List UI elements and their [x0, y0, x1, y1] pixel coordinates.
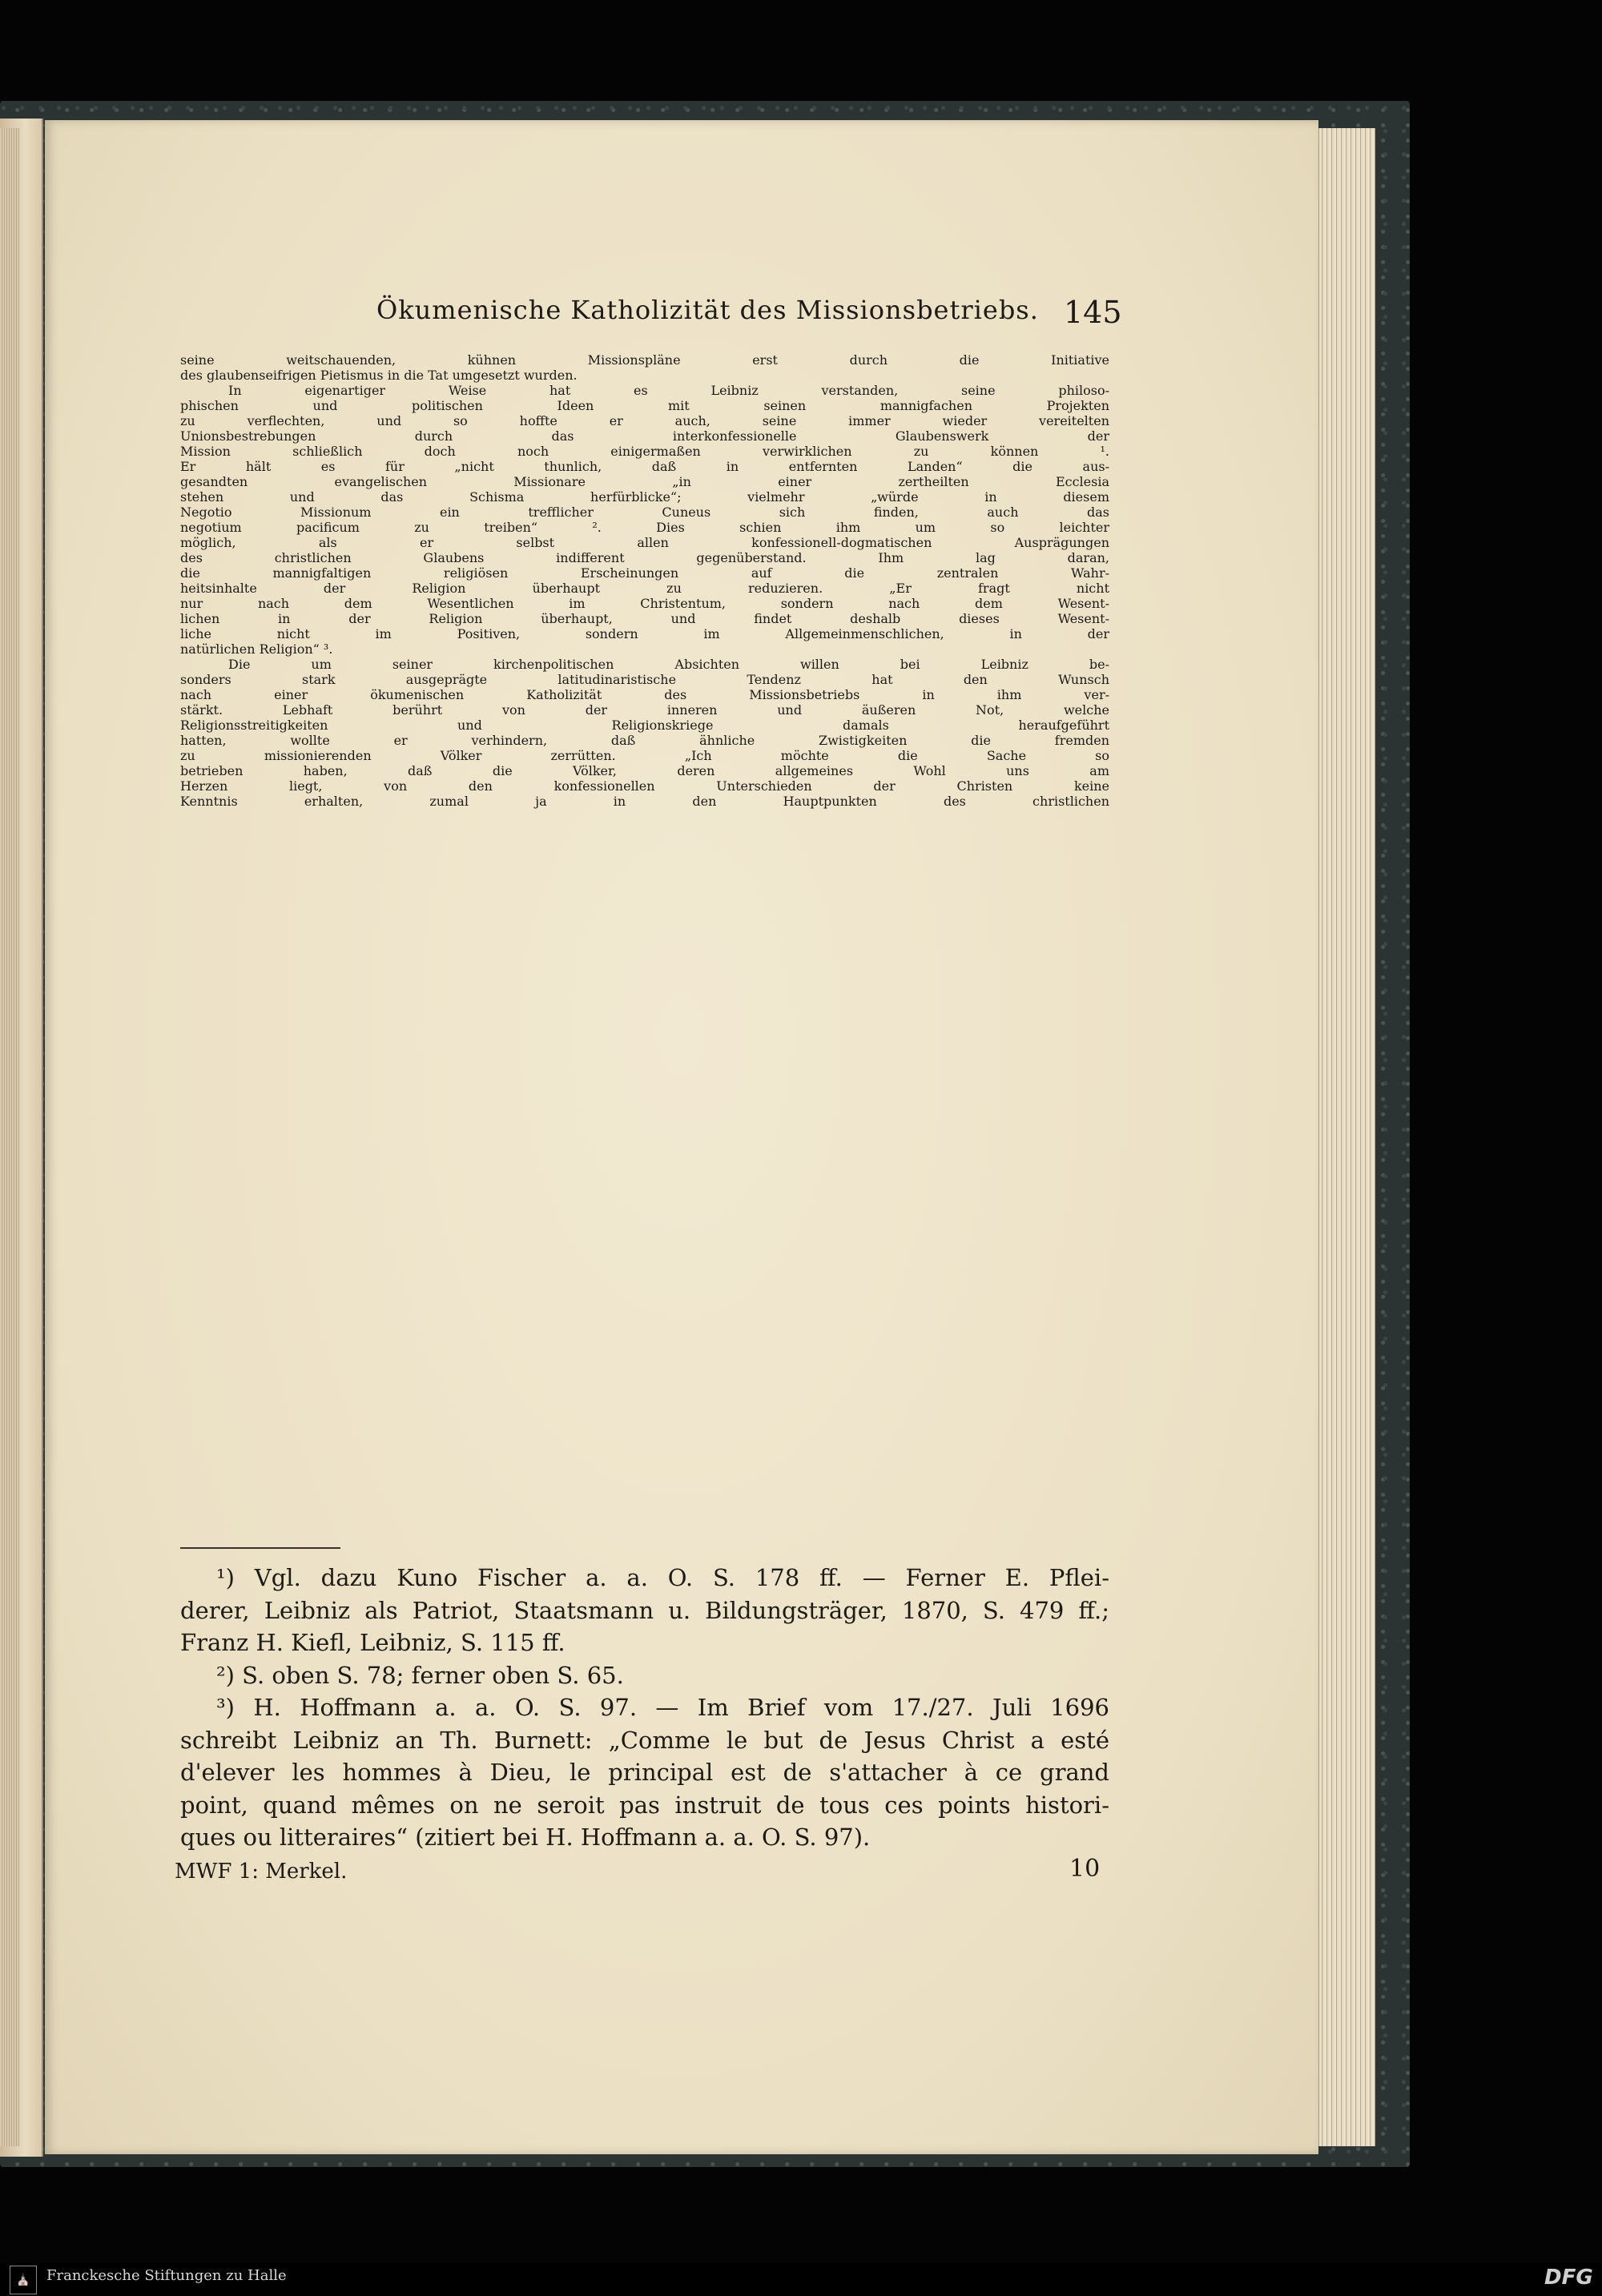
body-line: des glaubenseifrigen Pietismus in die Tat umgesetzt wurden. [180, 368, 578, 383]
body-line: Er hält es für „nicht thunlich, daß in entfernten Landen“ die aus- [180, 459, 1109, 474]
body-line: die mannigfaltigen religiösen Erscheinungen auf die zentralen Wahr- [180, 565, 1109, 581]
footnotes [180, 1562, 1109, 1854]
body-line: negotium pacificum zu treiben“ ². Dies schien ihm um so leichter [180, 520, 1109, 535]
body-line: liche nicht im Positiven, sondern im Allgemeinmenschlichen, in der [180, 626, 1109, 641]
footnote-line: ³) H. Hoffmann a. a. O. S. 97. — Im Brief vom 17./27. Juli 1696 [216, 1694, 1109, 1721]
body-line: In eigenartiger Weise hat es Leibniz verstanden, seine philoso- [228, 383, 1109, 398]
footnote-line: schreibt Leibniz an Th. Burnett: „Comme le but de Jesus Christ a esté [180, 1726, 1109, 1754]
body-line: betrieben haben, daß die Völker, deren allgemeines Wohl uns am [180, 763, 1109, 778]
body-line: Negotio Missionum ein trefflicher Cuneus sich finden, auch das [180, 505, 1109, 520]
footnote-line: ques ou litteraires“ (zitiert bei H. Hoffmann a. a. O. S. 97). [180, 1824, 871, 1851]
body-line: natürlichen Religion“ ³. [180, 641, 333, 657]
body-line: gesandten evangelischen Missionare „in einer zertheilten Ecclesia [180, 474, 1109, 489]
body-line: Mission schließlich doch noch einigermaßen verwirklichen zu können ¹. [180, 444, 1109, 459]
page-stack-edges [1318, 128, 1375, 2146]
dfg-logo: DFG [1544, 2266, 1593, 2290]
body-line: Herzen liegt, von den konfessionellen Unterschieden der Christen keine [180, 778, 1109, 794]
library-name: Franckesche Stiftungen zu Halle [46, 2267, 287, 2284]
body-line: seine weitschauenden, kühnen Missionspläne erst durch die Initiative [180, 352, 1109, 368]
sheet-number: 10 [1069, 1855, 1101, 1883]
footnote-line: derer, Leibniz als Patriot, Staatsmann u. Bildungsträger, 1870, S. 479 ff.; [180, 1596, 1109, 1624]
footnote-line: ¹) Vgl. dazu Kuno Fischer a. a. O. S. 178 ff. — Ferner E. Pflei- [216, 1564, 1109, 1591]
body-line: hatten, wollte er verhindern, daß ähnliche Zwistigkeiten die fremden [180, 733, 1109, 748]
body-text [180, 352, 1109, 809]
body-line: nur nach dem Wesentlichen im Christentum, sondern nach dem Wesent- [180, 596, 1109, 611]
printer-signature: MWF 1: Merkel. [175, 1860, 348, 1884]
footnote-divider [180, 1547, 340, 1549]
body-line: nach einer ökumenischen Katholizität des Missionsbetriebs in ihm ver- [180, 687, 1109, 702]
body-line: stehen und das Schisma herfürblicke“; vielmehr „würde in diesem [180, 489, 1109, 505]
footnote-line: d'elever les hommes à Dieu, le principal est de s'attacher à ce grand [180, 1759, 1109, 1786]
body-line: möglich, als er selbst allen konfessionell-dogmatischen Ausprägungen [180, 535, 1109, 550]
body-line: Die um seiner kirchenpolitischen Absichten willen bei Leibniz be- [228, 657, 1109, 672]
body-line: Unionsbestrebungen durch das interkonfessionelle Glaubenswerk der [180, 428, 1109, 444]
footnote-line: point, quand mêmes on ne seroit pas instruit de tous ces points histori- [180, 1791, 1109, 1819]
body-line: des christlichen Glaubens indifferent gegenüberstand. Ihm lag daran, [180, 550, 1109, 565]
body-line: heitsinhalte der Religion überhaupt zu reduzieren. „Er fragt nicht [180, 581, 1109, 596]
page-number: 145 [1064, 295, 1122, 330]
body-line: stärkt. Lebhaft berührt von der inneren und äußeren Not, welche [180, 702, 1109, 718]
body-line: lichen in der Religion überhaupt, und findet deshalb dieses Wesent- [180, 611, 1109, 626]
body-line: zu missionierenden Völker zerrütten. „Ich möchte die Sache so [180, 748, 1109, 763]
body-line: zu verflechten, und so hoffte er auch, seine immer wieder vereitelten [180, 413, 1109, 428]
body-line: Religionsstreitigkeiten und Religionskriege damals heraufgeführt [180, 718, 1109, 733]
library-crest-icon: ⛪ [10, 2266, 37, 2294]
left-page-fore-edge [0, 128, 19, 2146]
body-line: sonders stark ausgeprägte latitudinaristische Tendenz hat den Wunsch [180, 672, 1109, 687]
running-title: Ökumenische Katholizität des Missionsbetriebs. [376, 295, 1039, 325]
body-line: Kenntnis erhalten, zumal ja in den Hauptpunkten des christlichen [180, 794, 1109, 809]
footnote-line: Franz H. Kiefl, Leibniz, S. 115 ff. [180, 1629, 566, 1656]
body-line: phischen und politischen Ideen mit seinen mannigfachen Projekten [180, 398, 1109, 413]
footnote-line: ²) S. oben S. 78; ferner oben S. 65. [216, 1661, 624, 1689]
